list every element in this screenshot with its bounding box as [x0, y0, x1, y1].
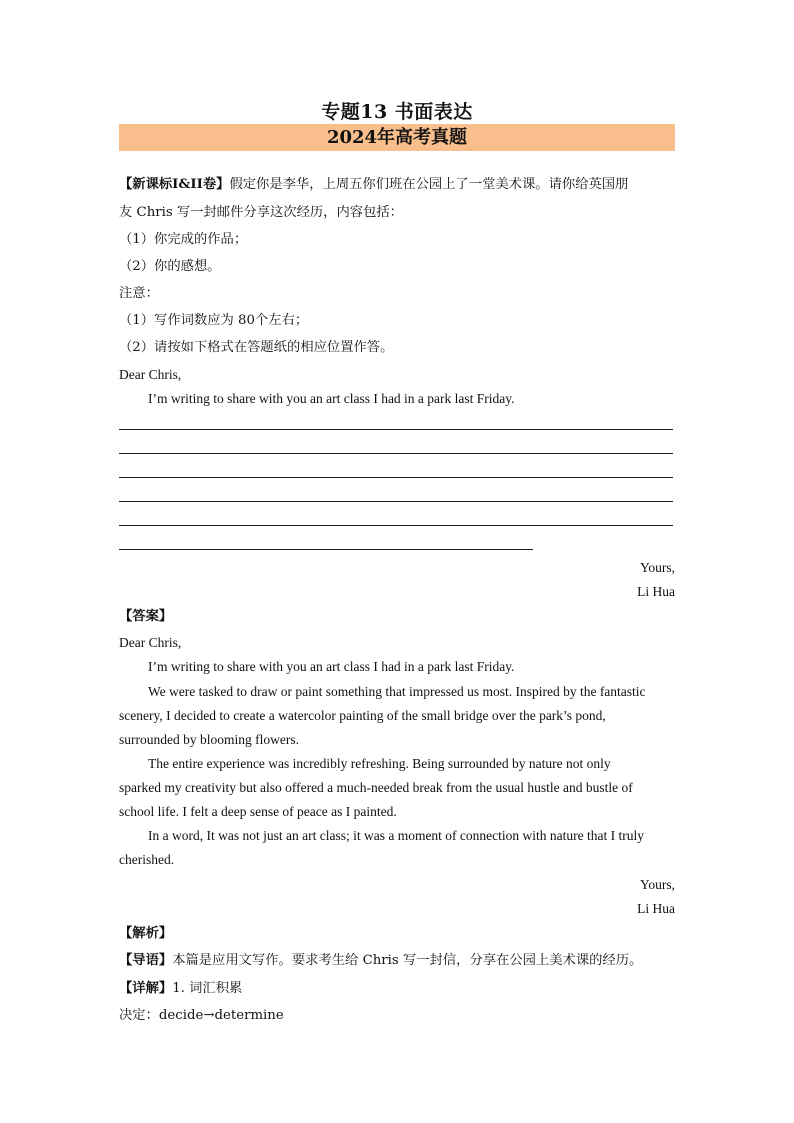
detail-text: 1. 词汇积累	[172, 981, 243, 996]
answer-line: scenery, I decided to create a watercolor painting of the small bridge over the park’s pond,	[119, 708, 606, 723]
question-signature: Li Hua	[637, 584, 675, 599]
answer-line: The entire experience was incredibly refreshing. Being surrounded by nature not only	[148, 756, 611, 771]
answer-line: school life. I felt a deep sense of peace as I painted.	[119, 804, 397, 819]
note-1: （1）写作词数应为 80个左右；	[119, 313, 309, 328]
guide-tag: 【导语】	[119, 953, 173, 968]
writing-line	[119, 429, 673, 430]
page-title: 专题13 书面表达	[321, 101, 473, 123]
answer-greeting: Dear Chris,	[119, 635, 182, 650]
notes-label: 注意：	[119, 286, 159, 301]
answer-line: In a word, It was not just an art class; it was a moment of connection with nature that I truly	[148, 828, 644, 843]
analysis-label: 【解析】	[119, 926, 173, 941]
detail-tag: 【详解】	[119, 981, 173, 996]
answer-line: cherished.	[119, 852, 175, 867]
question-prompt-line-1	[119, 176, 675, 194]
writing-line	[119, 453, 673, 454]
writing-line	[119, 525, 673, 526]
answer-signature: Li Hua	[637, 901, 675, 916]
question-greeting: Dear Chris,	[119, 367, 182, 382]
answer-line: We were tasked to draw or paint something that impressed us most. Inspired by the fantastic	[148, 684, 646, 699]
writing-line	[119, 501, 673, 502]
answer-line: I’m writing to share with you an art class I had in a park last Friday.	[148, 659, 515, 674]
question-point-1: （1）你完成的作品；	[119, 232, 248, 247]
answer-closing: Yours,	[639, 877, 675, 892]
vocab-item: 决定：decide→determine	[119, 1008, 284, 1023]
writing-line	[119, 477, 673, 478]
analysis-guide	[119, 952, 675, 970]
question-point-2: （2）你的感想。	[119, 259, 221, 274]
answer-line: surrounded by blooming flowers.	[119, 732, 299, 747]
question-prompt-line-2: 友 Chris 写一封邮件分享这次经历，内容包括：	[119, 205, 403, 220]
question-closing: Yours,	[639, 560, 675, 575]
writing-line	[119, 549, 533, 550]
section-banner: 2024年高考真题	[119, 124, 675, 151]
question-tag: 【新课标Ⅰ&ⅠⅠ卷】	[119, 177, 230, 192]
answer-line: sparked my creativity but also offered a much-needed break from the usual hustle and bustle of	[119, 780, 633, 795]
note-2: （2）请按如下格式在答题纸的相应位置作答。	[119, 340, 394, 355]
guide-text: 本篇是应用文写作。要求考生给 Chris 写一封信，分享在公园上美术课的经历。	[172, 953, 643, 968]
question-opening: I’m writing to share with you an art class I had in a park last Friday.	[148, 391, 515, 406]
analysis-detail	[119, 980, 675, 998]
answer-label: 【答案】	[119, 609, 173, 624]
question-prompt-text: 假定你是李华，上周五你们班在公园上了一堂美术课。请你给英国朋	[229, 177, 629, 192]
